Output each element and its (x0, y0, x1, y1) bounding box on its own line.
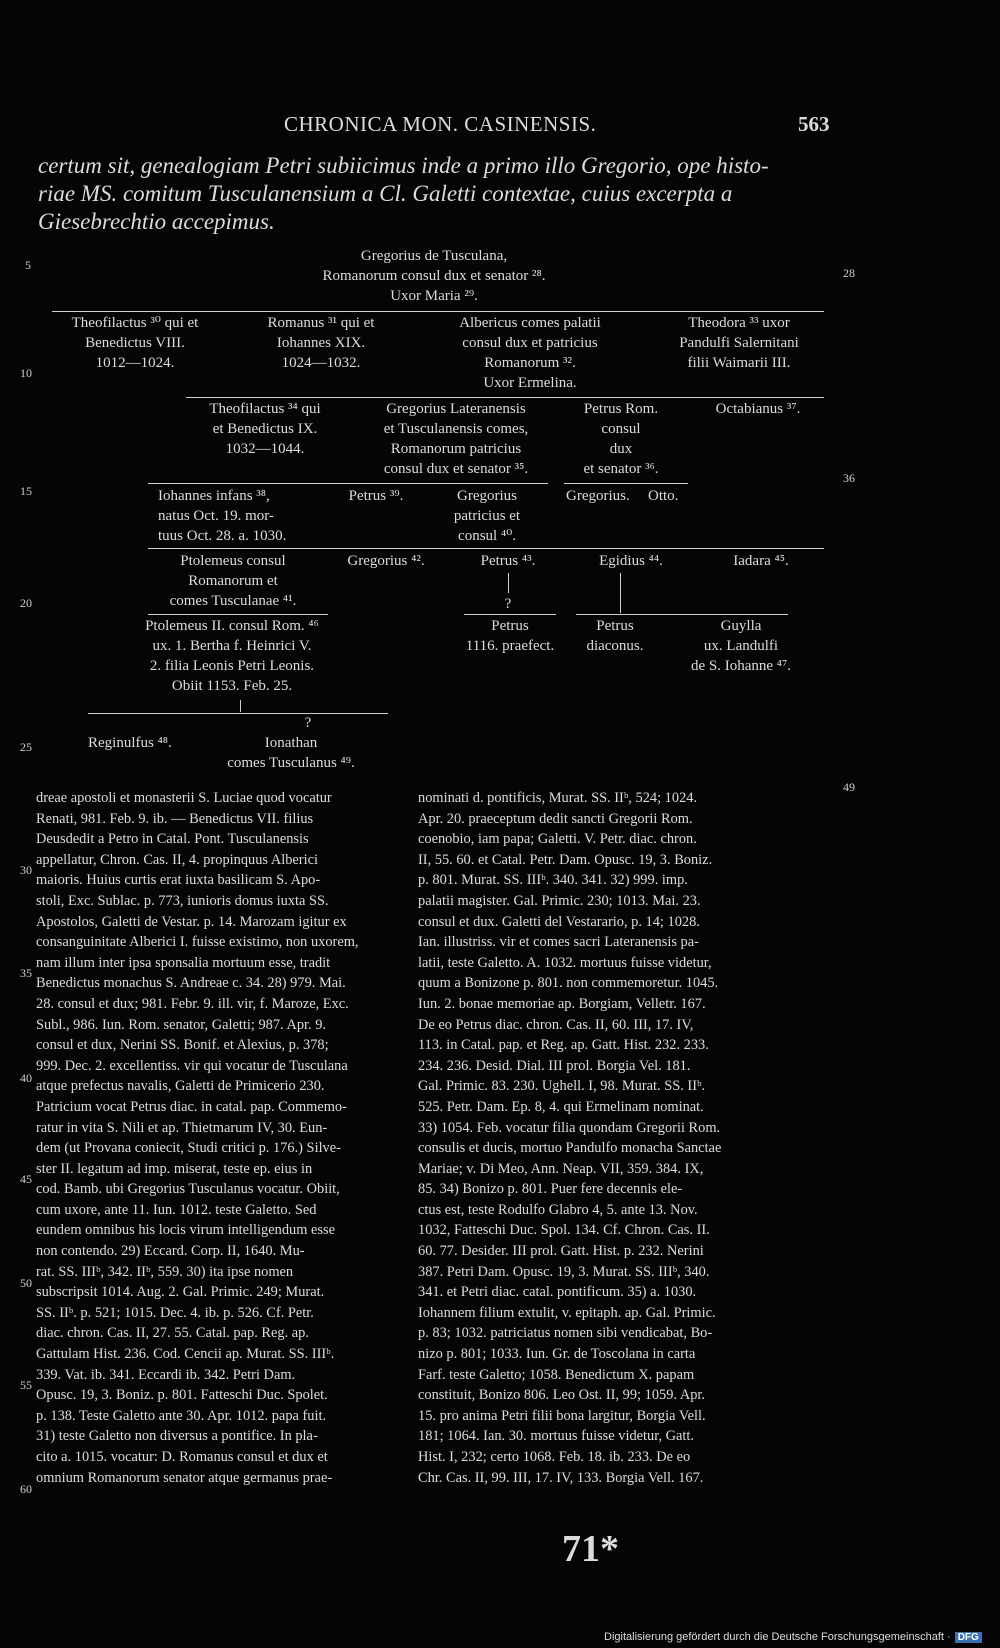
person-octabianus: Octabianus ³⁷. (715, 401, 801, 417)
person-theodora: Theodora ³³ uxor Pandulfi Salernitani filii Waimarii III. (679, 315, 799, 371)
dfg-logo-badge: DFG (955, 1632, 982, 1643)
generation-rule (576, 614, 788, 615)
person-otto: Otto. (648, 488, 679, 504)
line-number: 28 (843, 266, 855, 280)
person-gregorius-de-tusculana: Gregorius de Tusculana, Romanorum consul dux et senator ²⁸. Uxor Maria ²⁹. (322, 248, 546, 304)
generation-rule (52, 311, 824, 312)
person-ptolemeus-ii: Ptolemeus II. consul Rom. ⁴⁶ ux. 1. Bertha f. Heinrici V. 2. filia Leonis Petri Leonis. Obiit 1153. Feb. 25. (145, 618, 319, 694)
person-egidius: Egidius ⁴⁴. (599, 553, 663, 569)
digitization-footer (604, 1631, 982, 1643)
person-petrus: Petrus ³⁹. (348, 488, 404, 504)
generation-rule (148, 483, 548, 484)
person-gregorius-42: Gregorius ⁴². (347, 553, 425, 569)
generation-rule (88, 713, 388, 714)
generation-rule (148, 614, 328, 615)
generation-rule (148, 548, 824, 549)
line-number: 10 (20, 366, 32, 380)
unknown-marker: ? (504, 596, 512, 612)
footnotes-right-column: nominati d. pontificis, Murat. SS. IIᵇ, 524; 1024. Apr. 20. praeceptum dedit sancti Gregorii Rom. coenobio, iam papa; Galetti. V. Petr. diac. chron. II, 55. 60. et Catal. Petr. Dam. Opusc. 19, 3. Boniz. p. 801. Murat. SS. IIIᵇ. 340. 341. 32) 999. imp. palatii magister. Gal. Primic. 230; 1013. Mai. 23. consul et dux. Galetti del Vestarario, p. 14; 1028. Ian. illustriss. vir et comes sacri Lateranensis pa- latii, teste Galetto. A. 1032. mortuus fuisse videtur, quum a Bonizone p. 801. non commemoretur. 1045. Iun. 2. bonae memoriae ap. Borgiam, Velletr. 167. De eo Petrus diac. chron. Cas. II, 60. III, 17. IV, 113. in Catal. pap. et Reg. ap. Gatt. Hist. 232. 233. 234. 236. Desid. Dial. III prol. Borgia Vel. 181. Gal. Primic. 83. 230. Ughell. I, 98. Murat. SS. IIᵇ. 525. Petr. Dam. Ep. 8, 4. qui Ermelinam nominat. 33) 1054. Feb. vocatur filia quondam Gregorii Rom. consulis et ducis, mortuo Pandulfo monacha Sanctae Mariae; v. Di Meo, Ann. Neap. VII, 359. 384. IX, 85. 34) Bonizo p. 801. Puer fere decennis ele- ctus est, teste Rodulfo Glabro 4, 5. ante 13. Nov. 1032, Fatteschi Duc. Spol. 134. Cf. Chron. Cas. II. 60. 77. Desider. III prol. Gatt. Hist. p. 232. Nerini 387. Petri Dam. Opusc. 19, 3. Murat. SS. IIIᵇ, 340. 341. et Petri diac. catal. pontificum. 35) a. 1030. Iohannem filium extulit, v. epitaph. ap. Gal. Primic. p. 83; 1032. patriciatus nomen sibi vendicabat, Bo- nizo p. 801; 1033. Iun. Gr. de Toscolana in carta Farf. teste Galetto; 1058. Benedictum X. papam constituit, Bonizo 806. Leo Ost. II, 99; 1059. Apr. 15. pro anima Petri filii bona largitur, Borgia Vell. 181; 1064. Ian. 30. mortuus fuisse videtur, Gatt. Hist. I, 232; certo 1068. Feb. 18. ib. 233. De eo Chr. Cas. II, 99. III, 17. IV, 133. Borgia Vell. 167. (418, 790, 722, 1486)
line-number: 60 (20, 1482, 32, 1496)
person-ionathan: Ionathan comes Tusculanus ⁴⁹. (227, 735, 355, 771)
intro-line: certum sit, genealogiam Petri subiicimus inde a primo illo Gregorio, ope histo- (38, 153, 769, 178)
intro-line: Giesebrechtio accepimus. (38, 209, 275, 234)
descent-line (620, 573, 621, 613)
page-number: 563 (798, 112, 830, 136)
running-head (0, 112, 1000, 148)
running-title: CHRONICA MON. CASINENSIS. (284, 112, 597, 136)
person-iadara: Iadara ⁴⁵. (733, 553, 789, 569)
line-number: 30 (20, 863, 32, 877)
line-number: 36 (843, 471, 855, 485)
person-gregorius-patricius: Gregorius patricius et consul ⁴⁰. (453, 488, 521, 544)
footnotes-left-column: dreae apostoli et monasterii S. Luciae quod vocatur Renati, 981. Feb. 9. ib. — Benedictus VII. filius Deusdedit a Petro in Catal. Pont. Tusculanensis appellatur, Chron. Cas. II, 4. propinquus Alberici maioris. Huius curtis erat iuxta basilicam S. Apo- stoli, Exc. Sublac. p. 773, iunioris domus iuxta SS. Apostolos, Galetti de Vestar. p. 14. Marozam igitur ex consanguinitate Alberici I. fuisse existimo, non uxorem, nam illum inter ipsa sponsalia mortuum esse, tradit Benedictus monachus S. Andreae c. 34. 28) 979. Mai. 28. consul et dux; 981. Febr. 9. ill. vir, f. Maroze, Exc. Subl., 986. Iun. Rom. senator, Galetti; 987. Apr. 9. consul et dux, Nerini SS. Bonif. et Alexius, p. 378; 999. Dec. 2. excellentiss. vir qui vocatur de Tusculana atque prefectus navalis, Galetti de Primicerio 230. Patricium vocat Petrus diac. in catal. pap. Commemo- ratur in vita S. Nili et ap. Thietmarum IV, 30. Eun- dem (ut Provana coniecit, Studi critici p. 176.) Silve- ster II. legatum ad imp. miserat, teste ep. eius in cod. Bamb. ubi Gregorius Tusculanus vocatur. Obiit, cum uxore, ante 11. Iun. 1012. teste Galetto. Sed eundem omnibus his locis virum intelligendum esse non contendo. 29) Eccard. Corp. II, 1640. Mu- rat. SS. IIIᵇ, 342. IIᵇ, 559. 30) ita ipse nomen subscripsit 1014. Aug. 2. Gal. Primic. 249; Murat. SS. IIᵇ. p. 521; 1015. Dec. 4. ib. p. 526. Cf. Petr. diac. chron. Cas. II, 27. 55. Catal. pap. Reg. ap. Gattulam Hist. 236. Cod. Cencii ap. Murat. SS. IIIᵇ. 339. Vat. ib. 341. Eccardi ib. 342. Petri Dam. Opusc. 19, 3. Boniz. p. 801. Fatteschi Duc. Spolet. p. 138. Teste Galetto ante 30. Apr. 1012. papa fuit. 31) teste Galetto non diversus a pontifice. In pla- cito a. 1015. vocatur: D. Romanus consul et dux et omnium Romanorum senator atque germanus prae- (36, 790, 359, 1486)
person-gregorius-lateranensis: Gregorius Lateranensis et Tusculanensis comes, Romanorum patricius consul dux et senator ³⁵. (383, 401, 529, 477)
person-petrus-praefect: Petrus 1116. praefect. (465, 618, 555, 654)
person-romanus: Romanus ³¹ qui et Iohannes XIX. 1024—1032. (267, 315, 375, 371)
person-theofilactus: Theofilactus ³⁰ qui et Benedictus VIII. 1012—1024. (71, 315, 199, 371)
generation-rule (464, 614, 556, 615)
unknown-marker: ? (304, 715, 312, 731)
person-guylla: Guylla ux. Landulfi de S. Iohanne ⁴⁷. (690, 618, 792, 674)
signature-mark: 71* (562, 1528, 619, 1570)
line-number: 35 (20, 966, 32, 980)
intro-paragraph (38, 152, 840, 236)
line-number: 50 (20, 1276, 32, 1290)
generation-rule (186, 397, 824, 398)
line-number: 55 (20, 1378, 32, 1392)
line-number: 40 (20, 1071, 32, 1085)
descent-line (508, 573, 509, 593)
person-gregorius: Gregorius. (566, 488, 630, 504)
intro-line: riae MS. comitum Tusculanensium a Cl. Galetti contextae, cuius excerpta a (38, 181, 733, 206)
person-petrus-43: Petrus ⁴³. (480, 553, 536, 569)
generation-rule (564, 483, 688, 484)
line-number: 15 (20, 484, 32, 498)
footer-text: Digitalisierung gefördert durch die Deutsche Forschungsgemeinschaft · (604, 1631, 951, 1643)
line-number: 49 (843, 780, 855, 794)
line-number: 25 (20, 740, 32, 754)
person-petrus-diaconus: Petrus diaconus. (586, 618, 644, 654)
descent-line (240, 700, 241, 712)
person-petrus-rom: Petrus Rom. consul dux et senator ³⁶. (583, 401, 659, 477)
person-reginulfus: Reginulfus ⁴⁸. (88, 735, 172, 751)
person-albericus: Albericus comes palatii consul dux et patricius Romanorum ³². Uxor Ermelina. (459, 315, 601, 391)
line-number: 5 (25, 258, 31, 272)
person-ptolemeus: Ptolemeus consul Romanorum et comes Tusculanae ⁴¹. (169, 553, 297, 609)
line-number: 45 (20, 1172, 32, 1186)
person-theofilactus-benedictus-ix: Theofilactus ³⁴ qui et Benedictus IX. 1032—1044. (209, 401, 321, 457)
line-number: 20 (20, 596, 32, 610)
person-iohannes-infans: Iohannes infans ³⁸, natus Oct. 19. mor- tuus Oct. 28. a. 1030. (158, 488, 287, 544)
